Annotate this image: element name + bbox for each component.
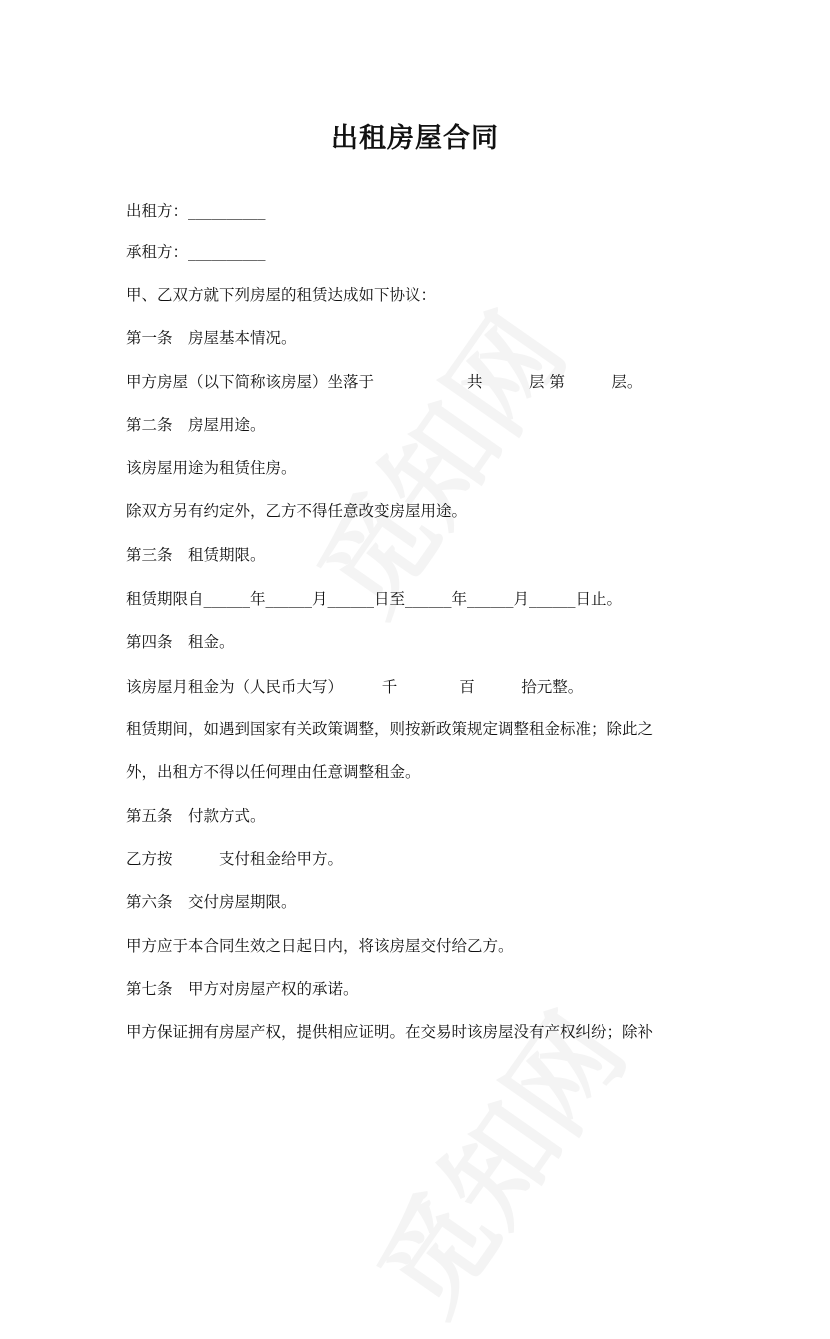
document-line: 出租方：__________ <box>126 202 266 220</box>
document-line: 甲方应于本合同生效之日起日内，将该房屋交付给乙方。 <box>126 937 514 955</box>
document-line: 该房屋月租金为（人民币大写） 千 百 拾元整。 <box>126 678 584 696</box>
document-line: 第七条 甲方对房屋产权的承诺。 <box>126 980 359 998</box>
document-line: 第五条 付款方式。 <box>126 807 266 825</box>
document-title: 出租房屋合同 <box>331 123 499 154</box>
document-line: 甲、乙双方就下列房屋的租赁达成如下协议： <box>126 286 437 304</box>
document-line: 甲方保证拥有房屋产权，提供相应证明。在交易时该房屋没有产权纠纷；除补 <box>126 1023 654 1041</box>
document-line: 外，出租方不得以任何理由任意调整租金。 <box>126 763 421 781</box>
watermark <box>276 279 595 640</box>
document-line: 租赁期限自______年______月______日至______年______月______日止。 <box>126 590 623 608</box>
document-line: 第二条 房屋用途。 <box>126 416 266 434</box>
document-line: 除双方另有约定外，乙方不得任意改变房屋用途。 <box>126 502 468 520</box>
document-line: 第三条 租赁期限。 <box>126 546 266 564</box>
document-line: 乙方按 支付租金给甲方。 <box>126 850 344 868</box>
document-line: 第一条 房屋基本情况。 <box>126 329 297 347</box>
document-line: 承租方：__________ <box>126 243 266 261</box>
document-line: 该房屋用途为租赁住房。 <box>126 459 297 477</box>
document-line: 租赁期间，如遇到国家有关政策调整，则按新政策规定调整租金标准；除此之 <box>126 720 654 738</box>
document-line: 第六条 交付房屋期限。 <box>126 893 297 911</box>
document-line: 第四条 租金。 <box>126 633 235 651</box>
document-line: 甲方房屋（以下简称该房屋）坐落于 共 层 第 层。 <box>126 373 643 391</box>
